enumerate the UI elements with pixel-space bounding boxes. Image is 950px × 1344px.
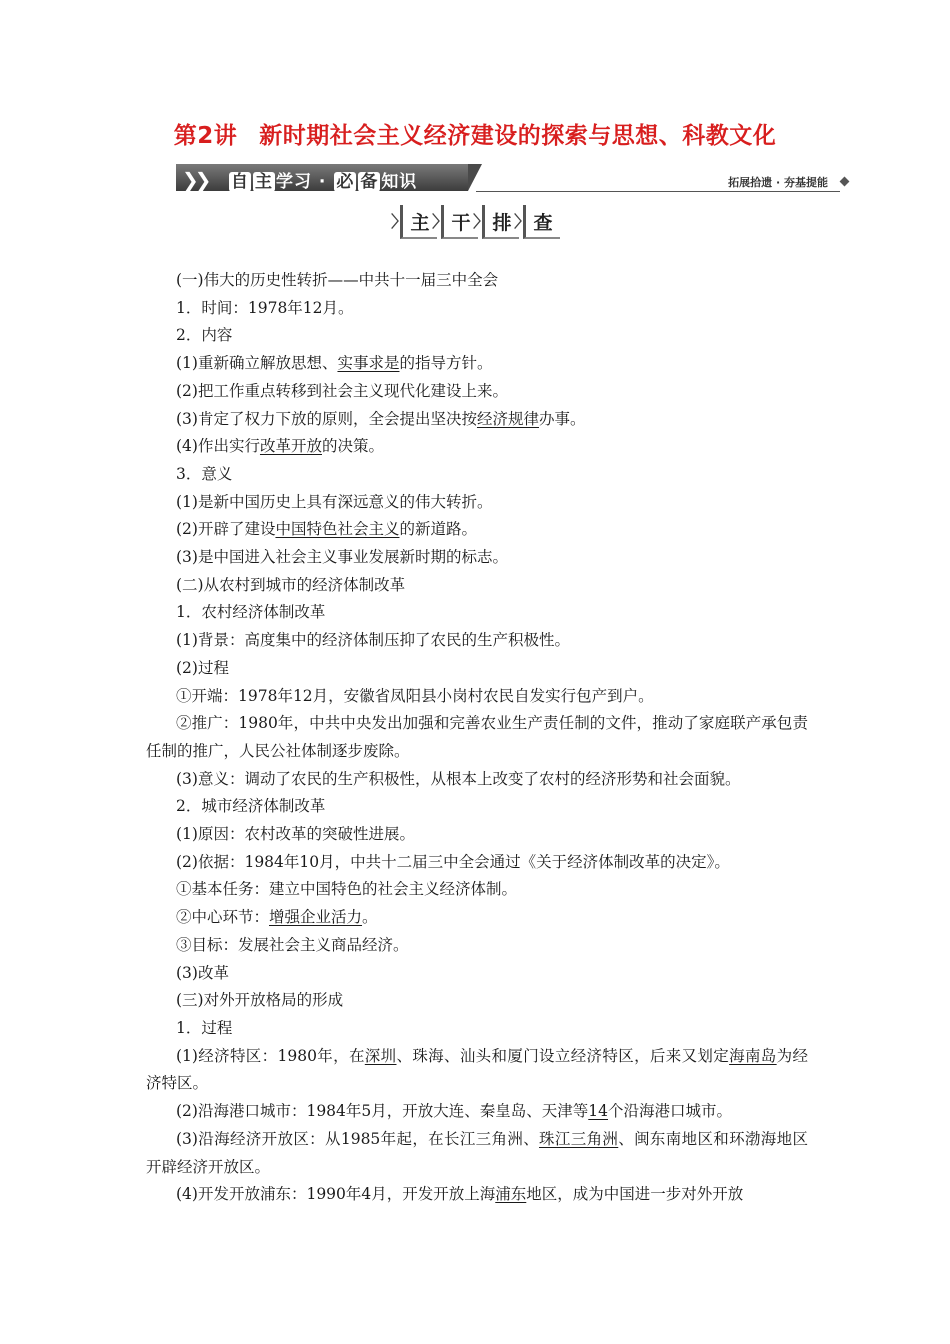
underlined-term: 改革开放 xyxy=(259,437,322,456)
paragraph: ①开端：1978年12月，安徽省凤阳县小岗村农民自发实行包产到户。 xyxy=(176,686,654,705)
double-chevron-icon: ❯❯ xyxy=(182,168,208,192)
paragraph xyxy=(146,904,808,932)
paragraph: ③目标：发展社会主义商品经济。 xyxy=(176,935,409,954)
banner-right-label: 拓展拾遗 · 夯基提能 xyxy=(728,176,828,189)
banner-char: 备 xyxy=(360,172,379,192)
paragraph: (一)伟大的历史性转折——中共十一届三中全会 xyxy=(176,271,499,289)
text-run: (2)沿海港口城市：1984年5月，开放大连、秦皇岛、天津等 xyxy=(176,1102,589,1121)
underlined-term: 浦东 xyxy=(495,1185,527,1204)
text-run: 为经济特区。 xyxy=(146,1046,808,1093)
paragraph xyxy=(146,1098,808,1126)
text-run: 的新道路。 xyxy=(399,520,477,539)
paragraph: (3)意义：调动了农民的生产积极性，从根本上改变了农村的经济形势和社会面貌。 xyxy=(176,769,741,788)
text-run: 、珠海、汕头和厦门设立经济特区，后来又划定 xyxy=(396,1046,730,1065)
paragraph: (3)是中国进入社会主义事业发展新时期的标志。 xyxy=(176,548,508,567)
subheading-char: 〉 查 xyxy=(523,205,560,239)
paragraph xyxy=(146,406,808,434)
banner-char: 自 xyxy=(231,172,249,192)
text-run: 办事。 xyxy=(538,409,586,428)
paragraph: ①基本任务：建立中国特色的社会主义经济体制。 xyxy=(176,880,518,899)
paragraph xyxy=(146,1043,808,1098)
underlined-term: 增强企业活力 xyxy=(269,908,363,927)
paragraph: 1．过程 xyxy=(176,1018,233,1037)
paragraph: (3)改革 xyxy=(176,963,229,982)
text-run: 的决策。 xyxy=(321,437,384,456)
underlined-term: 珠江三角洲 xyxy=(539,1129,619,1148)
banner-char: 必 xyxy=(336,172,355,192)
text-run: ②中心环节： xyxy=(176,908,270,927)
text-run: (1)经济特区：1980年，在 xyxy=(176,1046,365,1065)
paragraph: (2)依据：1984年10月，中共十二届三中全会通过《关于经济体制改革的决定》。 xyxy=(176,852,730,871)
paragraph: (1)是新中国历史上具有深远意义的伟大转折。 xyxy=(176,492,493,511)
underlined-term: 经济规律 xyxy=(476,409,539,428)
underlined-term: 中国特色社会主义 xyxy=(275,520,400,539)
text-run: (4)开发开放浦东：1990年4月，开发开放上海 xyxy=(176,1185,496,1204)
section-subheading xyxy=(400,205,560,239)
paragraph: (二)从农村到城市的经济体制改革 xyxy=(176,575,406,594)
banner-label xyxy=(228,167,417,192)
page-title xyxy=(0,117,950,150)
paragraph xyxy=(146,516,808,544)
banner-divider xyxy=(476,191,840,192)
banner-bar xyxy=(176,164,468,191)
text-run: (3)肯定了权力下放的原则，全会提出坚决按 xyxy=(176,409,477,428)
paragraph: ②推广：1980年，中共中央发出加强和完善农业生产责任制的文件，推动了家庭联产承包责任制的推广，人民公社体制逐步废除。 xyxy=(146,714,808,760)
paragraph: (1)背景：高度集中的经济体制压抑了农民的生产积极性。 xyxy=(176,631,570,650)
paragraph: (三)对外开放格局的形成 xyxy=(176,991,344,1010)
paragraph: 1．时间：1978年12月。 xyxy=(176,298,354,317)
text-run: (1)重新确立解放思想、 xyxy=(176,354,338,373)
paragraph xyxy=(146,433,808,461)
paragraph xyxy=(146,350,808,378)
subheading-char: 〉 干 xyxy=(441,205,478,239)
underlined-term: 14 xyxy=(588,1102,608,1121)
banner-word: 知识 xyxy=(381,172,418,192)
banner-dot: · xyxy=(318,172,327,192)
paragraph: 2．内容 xyxy=(176,326,233,345)
text-run: 。 xyxy=(362,908,378,927)
text-run: 、闽东南地区和环渤海地区开辟经济开放区。 xyxy=(146,1129,808,1176)
underlined-term: 深圳 xyxy=(364,1046,397,1065)
text-run: 个沿海港口城市。 xyxy=(608,1102,733,1121)
text-run: (4)作出实行 xyxy=(176,437,260,456)
subheading-char: 〉 排 xyxy=(482,205,519,239)
paragraph: 3．意义 xyxy=(176,464,233,483)
underlined-term: 海南岛 xyxy=(729,1046,777,1065)
underlined-term: 实事求是 xyxy=(337,354,400,373)
document-body xyxy=(146,267,808,1209)
text-run: (2)开辟了建设 xyxy=(176,520,276,539)
lecture-number: 第2讲 xyxy=(173,123,238,149)
section-banner xyxy=(176,162,848,194)
subheading-char: 〉 主 xyxy=(400,205,437,239)
paragraph: (1)原因：农村改革的突破性进展。 xyxy=(176,825,415,844)
diamond-icon xyxy=(840,177,850,187)
text-run: 的指导方针。 xyxy=(399,354,493,373)
banner-char: 主 xyxy=(255,172,273,192)
paragraph: 2．城市经济体制改革 xyxy=(176,797,326,816)
paragraph: (2)把工作重点转移到社会主义现代化建设上来。 xyxy=(176,381,508,400)
text-run: (3)沿海经济开放区：从1985年起，在长江三角洲、 xyxy=(176,1129,540,1148)
banner-word: 学习 xyxy=(276,172,312,192)
paragraph: 1．农村经济体制改革 xyxy=(176,603,326,622)
paragraph: (2)过程 xyxy=(176,658,229,677)
text-run: 地区，成为中国进一步对外开放 xyxy=(526,1185,744,1204)
lecture-title: 新时期社会主义经济建设的探索与思想、科教文化 xyxy=(259,123,777,149)
paragraph xyxy=(146,1181,808,1209)
paragraph xyxy=(146,1126,808,1181)
